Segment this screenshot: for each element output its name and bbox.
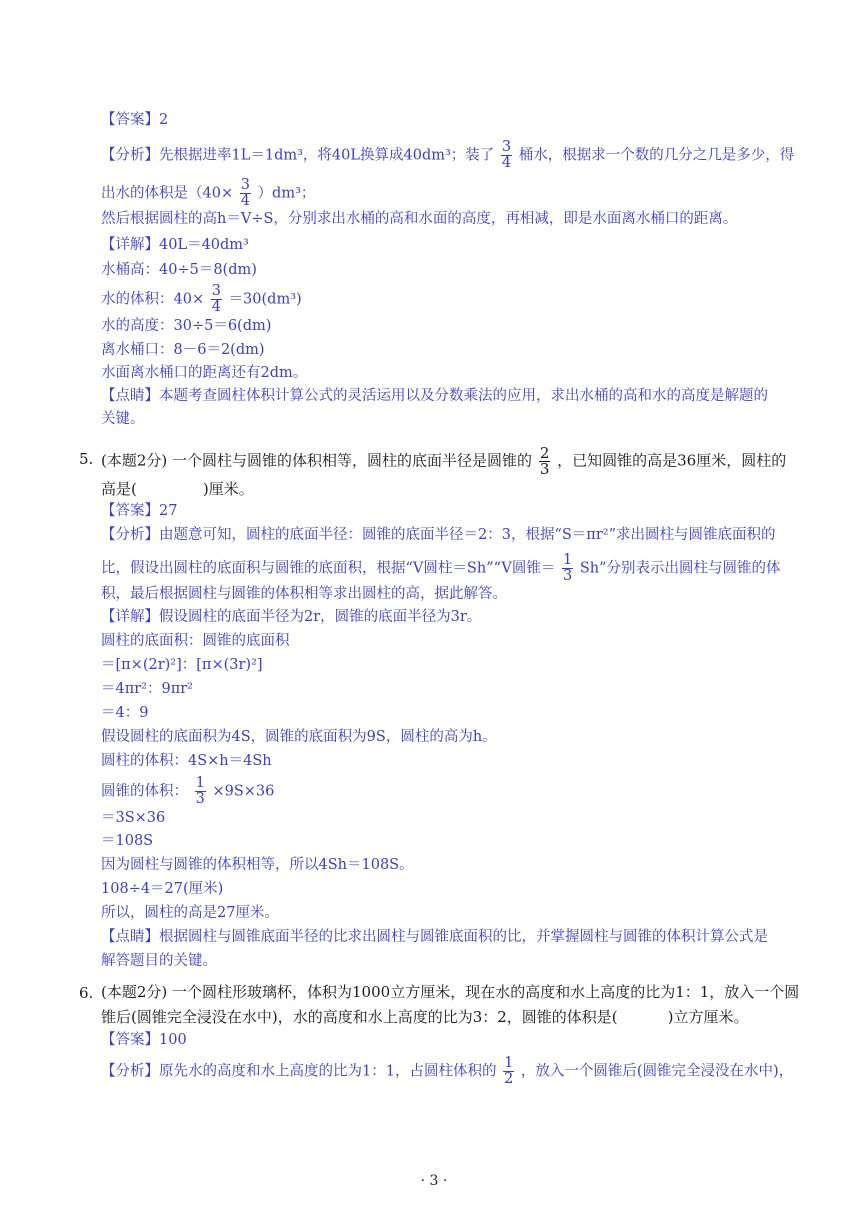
q4-analysis-text: 出水的体积是（40× — [101, 185, 234, 202]
denominator: 4 — [240, 193, 250, 209]
numerator: 3 — [501, 139, 512, 155]
q4-detail-1: 【详解】40L＝40dm³ — [101, 237, 249, 253]
q5-stem-line-2 — [101, 479, 254, 499]
q6-analysis-1 — [101, 1056, 793, 1087]
q5-detail-10: ＝108S — [101, 833, 154, 849]
fraction-1-3 — [195, 776, 206, 807]
q5-analysis-1: 【分析】由题意可知，圆柱的底面半径：圆锥的底面半径＝2：3，根据“S＝πr²”求出圆柱与圆锥底面积的 — [101, 527, 776, 543]
q4-analysis-line-2 — [101, 178, 315, 209]
q6-stem-line-2 — [101, 1007, 749, 1027]
numerator: 1 — [504, 1055, 514, 1071]
q5-detail-text: 圆锥的体积： — [101, 783, 188, 800]
q5-detail-text: ×9S×36 — [212, 783, 275, 800]
fraction-3-4 — [501, 140, 512, 171]
q5-stem-text: )厘米。 — [202, 480, 254, 498]
q4-analysis-text: 桶水，根据求一个数的几分之几是多少，得 — [518, 147, 795, 164]
q5-detail-12: 108÷4＝27(厘米) — [101, 881, 224, 897]
q4-analysis-line-1 — [101, 140, 794, 171]
fraction-3-4 — [211, 284, 222, 315]
q5-detail-4: ＝4πr²：9πr² — [101, 681, 193, 697]
q5-analysis-2 — [101, 553, 781, 584]
q4-detail-5: 离水桶口：8－6＝2(dm) — [101, 342, 265, 358]
numerator: 3 — [240, 177, 250, 193]
q5-detail-9: ＝3S×36 — [101, 810, 166, 826]
q5-comment-1: 【点睛】根据圆柱与圆锥底面半径的比求出圆柱与圆锥底面积的比，并掌握圆柱与圆锥的体积计算公式是 — [101, 929, 768, 945]
q5-detail-2: 圆柱的底面积：圆锥的底面积 — [101, 633, 290, 649]
q5-detail-11: 因为圆柱与圆锥的体积相等，所以4Sh＝108S。 — [101, 857, 414, 873]
q5-answer: 【答案】27 — [101, 503, 178, 519]
q5-detail-13: 所以，圆柱的高是27厘米。 — [101, 905, 279, 921]
denominator: 2 — [504, 1071, 514, 1087]
denominator: 3 — [195, 791, 205, 807]
q5-stem-line-1 — [101, 446, 786, 477]
q5-stem-text: (本题2分) 一个圆柱与圆锥的体积相等，圆柱的底面半径是圆锥的 — [101, 451, 533, 470]
q4-detail-text: 水的体积：40× — [101, 291, 205, 308]
q6-analysis-text: ，放入一个圆锥后(圆锥完全浸没在水中)， — [520, 1063, 794, 1080]
q5-analysis-text: 比，假设出圆柱的底面积与圆锥的底面积，根据“V圆柱＝Sh”“V圆锥＝ — [101, 560, 556, 577]
q5-stem-text: 高是( — [101, 480, 137, 498]
fraction-1-3 — [562, 553, 573, 584]
q5-detail-7: 圆柱的体积：4S×h＝4Sh — [101, 753, 272, 769]
q5-detail-8 — [101, 776, 274, 807]
fraction-2-3 — [539, 446, 551, 477]
fraction-1-2 — [503, 1056, 514, 1087]
q6-analysis-text: 【分析】原先水的高度和水上高度的比为1：1，占圆柱体积的 — [101, 1063, 497, 1080]
q4-comment-2: 关键。 — [101, 411, 145, 427]
fraction-3-4 — [240, 178, 251, 209]
q4-answer: 【答案】2 — [101, 112, 169, 128]
q5-analysis-3: 积，最后根据圆柱与圆锥的体积相等求出圆柱的高，据此解答。 — [101, 586, 507, 602]
q6-stem-text: )立方厘米。 — [667, 1008, 749, 1026]
denominator: 4 — [211, 299, 221, 315]
q4-detail-3 — [101, 284, 302, 315]
q5-stem-text: ，已知圆锥的高是36厘米，圆柱的 — [557, 451, 787, 470]
q4-detail-2: 水桶高：40÷5＝8(dm) — [101, 262, 257, 278]
q5-comment-2: 解答题目的关键。 — [101, 953, 217, 969]
numerator: 2 — [539, 444, 550, 462]
numerator: 1 — [562, 552, 573, 568]
q4-detail-6: 水面离水桶口的距离还有2dm。 — [101, 365, 308, 381]
q5-detail-6: 假设圆柱的底面积为4S，圆锥的底面积为9S，圆柱的高为h。 — [101, 729, 497, 745]
q6-stem-text: 锥后(圆锥完全浸没在水中)，水的高度和水上高度的比为3：2，圆锥的体积是( — [101, 1008, 618, 1026]
q4-detail-4: 水的高度：30÷5＝6(dm) — [101, 318, 272, 334]
q6-answer: 【答案】100 — [101, 1032, 187, 1048]
q5-detail-1: 【详解】假设圆柱的底面半径为2r，圆锥的底面半径为3r。 — [101, 609, 482, 625]
denominator: 3 — [562, 568, 573, 584]
numerator: 3 — [211, 283, 221, 299]
page-number: · 3 · — [420, 1173, 448, 1189]
q4-analysis-text: ）dm³； — [257, 185, 316, 202]
q5-detail-5: ＝4：9 — [101, 705, 149, 721]
q4-detail-text: ＝30(dm³) — [228, 291, 302, 308]
denominator: 3 — [539, 460, 550, 478]
q5-analysis-text: Sh”分别表示出圆柱与圆锥的体 — [579, 560, 781, 577]
q4-comment-1: 【点睛】本题考查圆柱体积计算公式的灵活运用以及分数乘法的应用，求出水桶的高和水的高度是解题的 — [101, 388, 768, 404]
q4-analysis-text: 【分析】先根据进率1L＝1dm³，将40L换算成40dm³；装了 — [101, 147, 495, 164]
q6-number: 6. — [79, 984, 94, 1002]
numerator: 1 — [195, 775, 205, 791]
q5-number: 5. — [79, 450, 94, 468]
q4-analysis-line-3: 然后根据圆柱的高h＝V÷S，分别求出水桶的高和水面的高度，再相减，即是水面离水桶口的距离。 — [101, 211, 738, 227]
q6-stem-line-1: (本题2分) 一个圆柱形玻璃杯，体积为1000立方厘米，现在水的高度和水上高度的比为1：1，放入一个圆 — [101, 983, 800, 1001]
denominator: 4 — [501, 155, 512, 171]
q5-detail-3: ＝[π×(2r)²]：[π×(3r)²] — [101, 657, 263, 673]
